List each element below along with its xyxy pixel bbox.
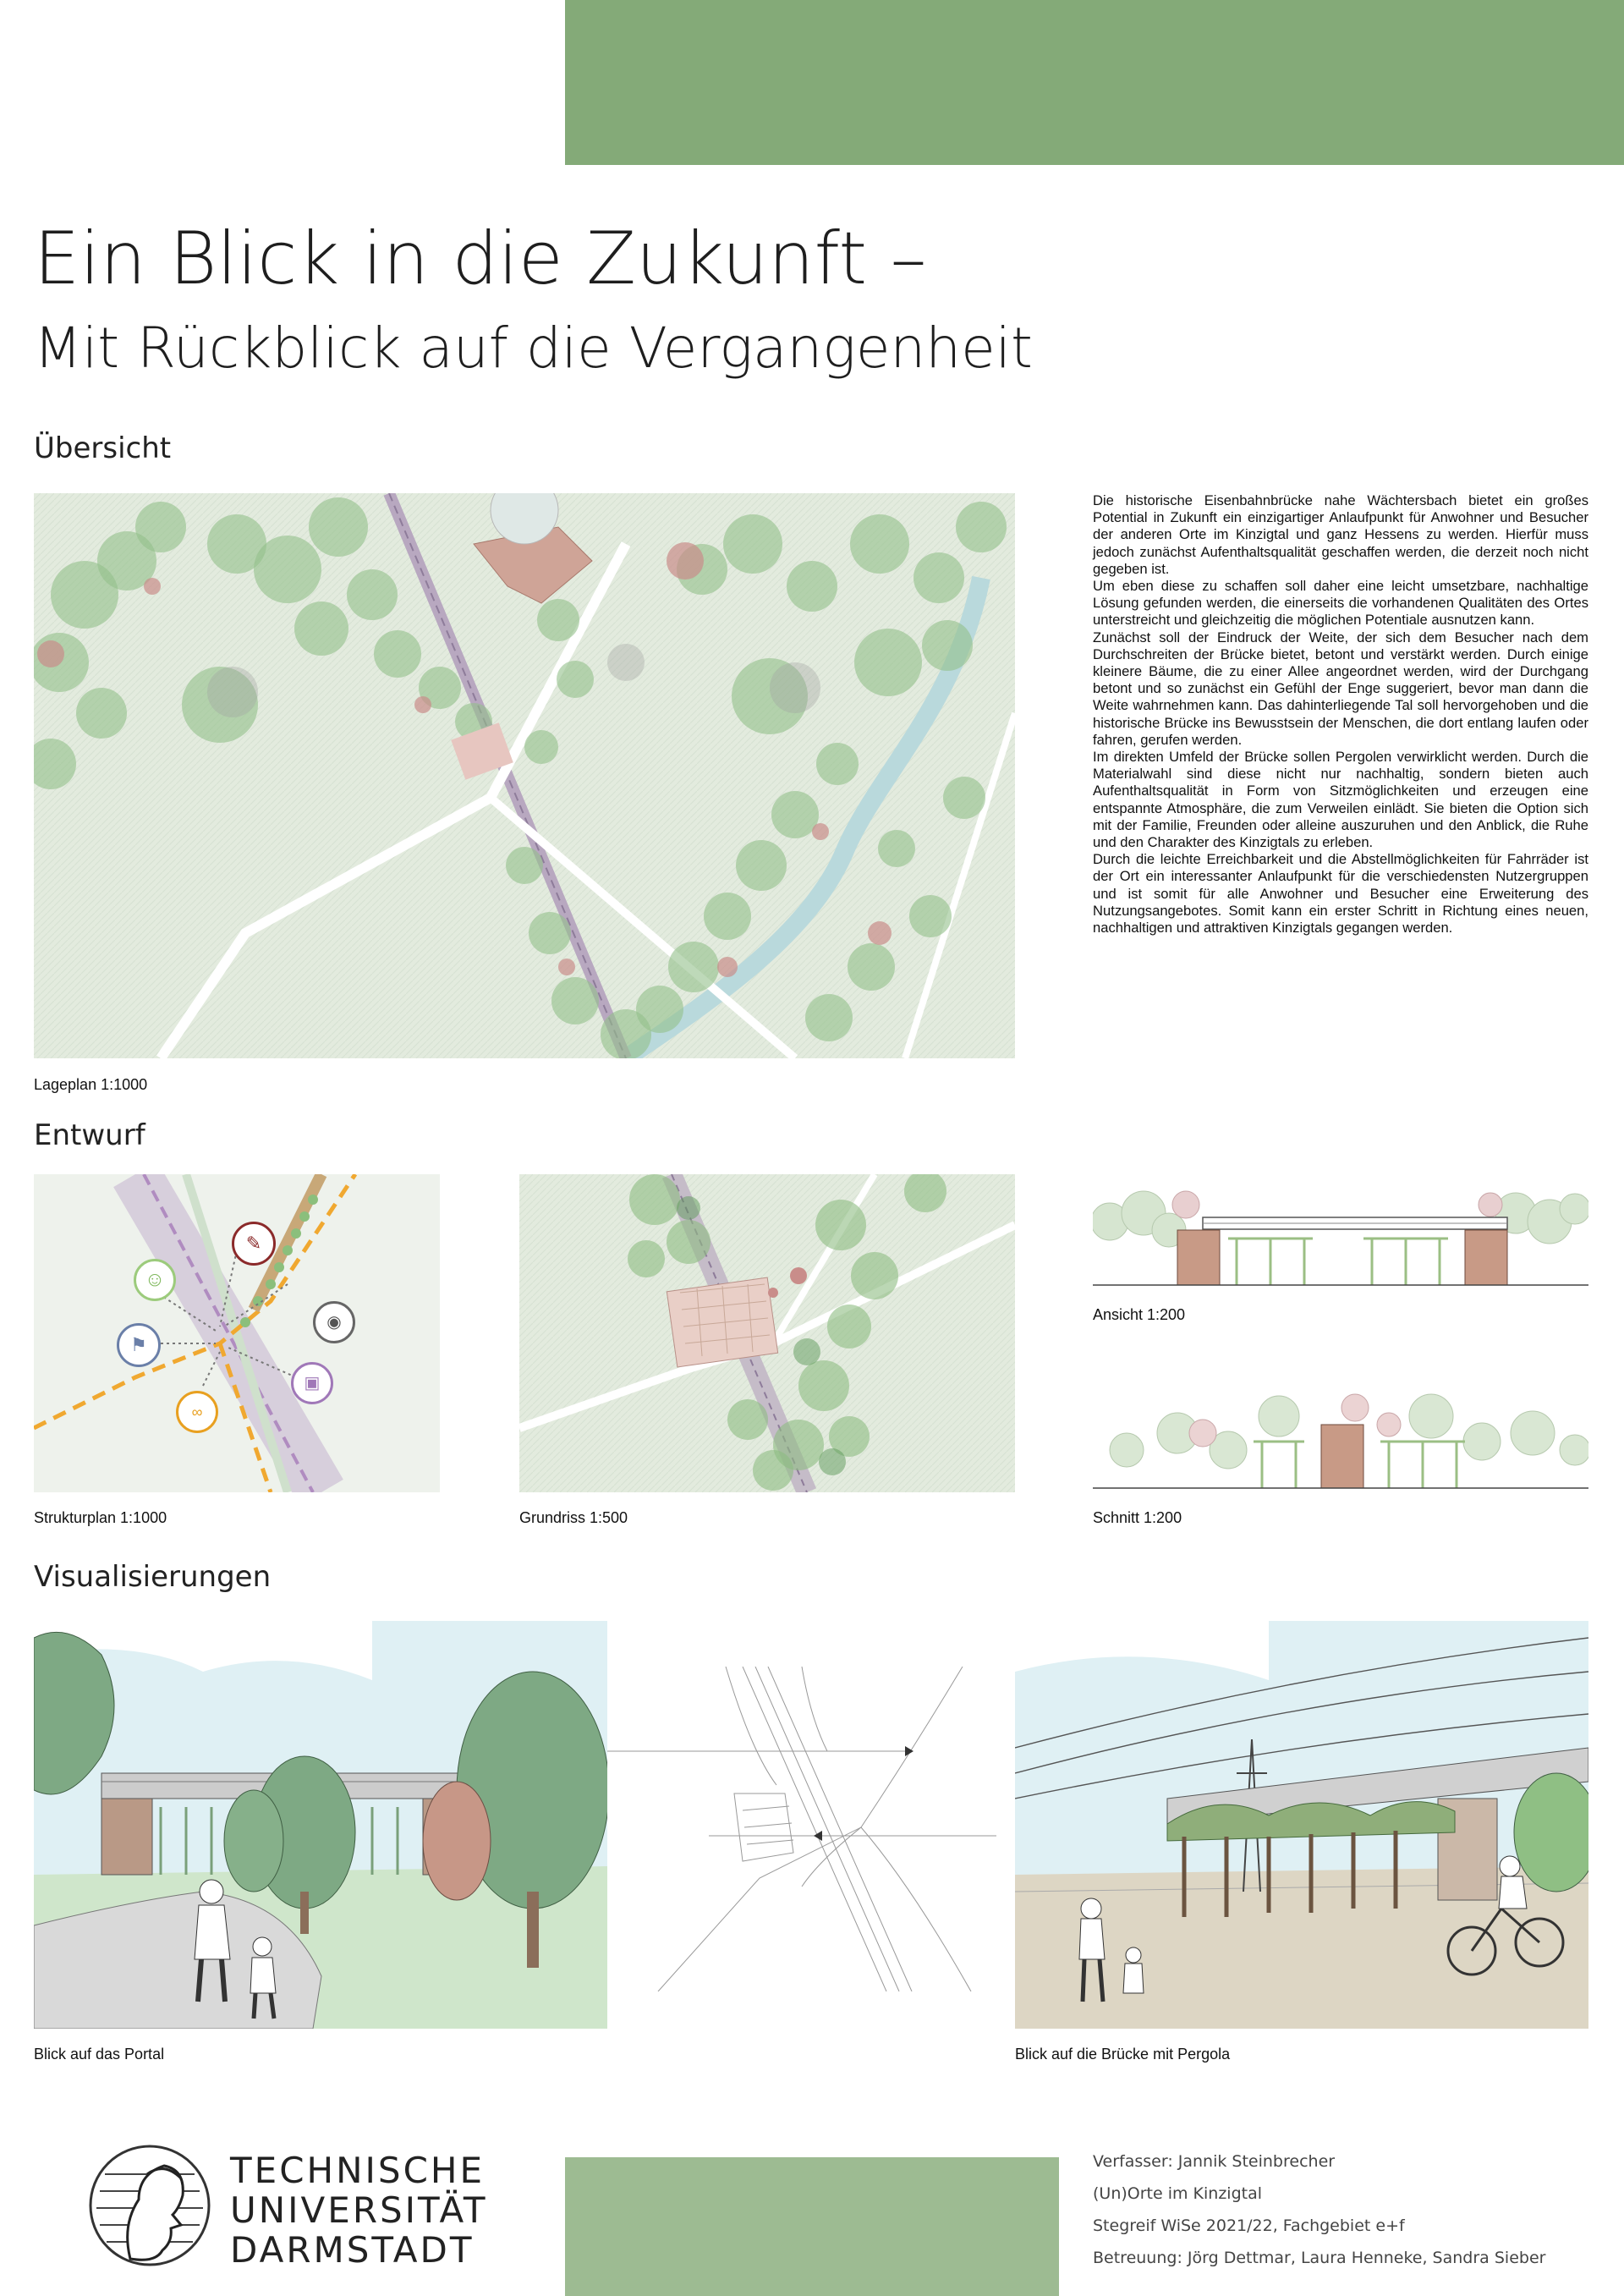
section-drawing xyxy=(1093,1382,1588,1496)
footer-accent-bar xyxy=(565,2157,1059,2296)
tu-athena-logo-icon xyxy=(88,2140,211,2271)
university-name xyxy=(230,2150,488,2270)
credits-block xyxy=(1093,2145,1545,2274)
university-name-line: TECHNISCHE xyxy=(230,2150,486,2191)
camera-icon: ◉ xyxy=(313,1301,355,1343)
credits-project: (Un)Orte im Kinzigtal xyxy=(1093,2184,1263,2203)
visualization-pergola xyxy=(1015,1621,1588,2029)
credits-author: Verfasser: Jannik Steinbrecher xyxy=(1093,2152,1336,2171)
floor-plan xyxy=(519,1174,1015,1492)
section-heading-visualizations: Visualisierungen xyxy=(34,1560,272,1594)
train-icon: ▣ xyxy=(291,1362,333,1404)
section-heading-overview: Übersicht xyxy=(34,431,172,465)
caption-lageplan: Lageplan 1:1000 xyxy=(34,1076,148,1093)
smiley-icon: ☺ xyxy=(134,1259,176,1301)
visualization-portal xyxy=(34,1621,607,2029)
signpost-icon: ⚑ xyxy=(117,1323,161,1367)
university-name-line: UNIVERSITÄT xyxy=(230,2189,488,2231)
caption-pergola: Blick auf die Brücke mit Pergola xyxy=(1015,2046,1231,2063)
bicycle-icon: ∞ xyxy=(176,1391,218,1433)
description-text xyxy=(1093,492,1588,937)
poster-subtitle: Mit Rückblick auf die Vergangenheit xyxy=(34,316,1033,381)
description-paragraph: Zunächst soll der Eindruck der Weite, der sich dem Besucher nach dem Durchschreiten der Brücke bietet, betont und verstärkt werden. Durch einige kleinere Bäume, die zu einer Allee angeordnet werden, wird der Durchgang betont und so zunächst ein Gefühl der Enge suggeriert, bevor man dann die Weite wahrnehmen kann. Das dahinterliegende Tal soll hervorgehoben und die historische Brücke ins Bewusstsein der Menschen, die dort entlang laufen oder fahren, gerufen werden. xyxy=(1093,629,1588,748)
caption-portal: Blick auf das Portal xyxy=(34,2046,165,2063)
caption-strukturplan: Strukturplan 1:1000 xyxy=(34,1509,167,1526)
poster-title: Ein Blick in die Zukunft – xyxy=(34,217,927,301)
palette-icon: ✎ xyxy=(232,1222,276,1266)
credits-course: Stegreif WiSe 2021/22, Fachgebiet e+f xyxy=(1093,2216,1405,2235)
elevation-drawing xyxy=(1093,1171,1588,1293)
description-paragraph: Durch die leichte Erreichbarkeit und die Abstellmöglichkeiten für Fahrräder ist der Ort ein interessanter Anlaufpunkt für die verschiedensten Nutzergruppen und ist somit für alle Anwohner und Besucher eine Erweiterung des Nutzungsangebotes. Somit kann ein erster Schritt in Richtung eines neuen, nachhaltigen und attraktiven Kinzigtals gegangen werden. xyxy=(1093,851,1588,937)
credits-supervision: Betreuung: Jörg Dettmar, Laura Henneke, Sandra Sieber xyxy=(1093,2249,1546,2267)
description-paragraph: Die historische Eisenbahnbrücke nahe Wächtersbach bietet ein großes Potential in Zukunft ein einzigartiger Anlaufpunkt für Anwohner und Besucher der anderen Orte im Kinzigtal und ganz Hessens zu werden. Hierfür muss jedoch zunächst Aufenthaltsqualität geschaffen werden, die derzeit noch nicht gegeben ist. xyxy=(1093,492,1588,577)
university-name-line: DARMSTADT xyxy=(230,2229,475,2271)
section-heading-design: Entwurf xyxy=(34,1118,145,1152)
header-accent-bar xyxy=(565,0,1624,165)
description-paragraph: Um eben diese zu schaffen soll daher eine leicht umsetzbare, nachhaltige Lösung gefunden werden, die einerseits die vorhandenen Qualitäten des Ortes unterstreicht und gleichzeitig die möglichen Potentiale ausnutzen kann. xyxy=(1093,578,1588,629)
caption-schnitt: Schnitt 1:200 xyxy=(1093,1509,1182,1526)
description-paragraph: Im direkten Umfeld der Brücke sollen Pergolen verwirklicht werden. Durch die Materialwahl sind diese nicht nur nachhaltig, sondern bieten auch Aufenthaltsqualität in Form von Sitzmöglichkeiten und erzeugen eine entspannte Atmosphäre, die zum Verweilen einlädt. Sie bieten die Option sich mit der Familie, Freunden oder alleine auszuruhen und den Anblick, die Ruhe und den Charakter des Kinzigtals zu erleben. xyxy=(1093,749,1588,851)
site-plan-map xyxy=(34,493,1015,1058)
caption-grundriss: Grundriss 1:500 xyxy=(519,1509,628,1526)
caption-ansicht: Ansicht 1:200 xyxy=(1093,1306,1186,1323)
structure-plan xyxy=(34,1174,440,1492)
viewpoint-line-drawing xyxy=(607,1667,1017,1991)
